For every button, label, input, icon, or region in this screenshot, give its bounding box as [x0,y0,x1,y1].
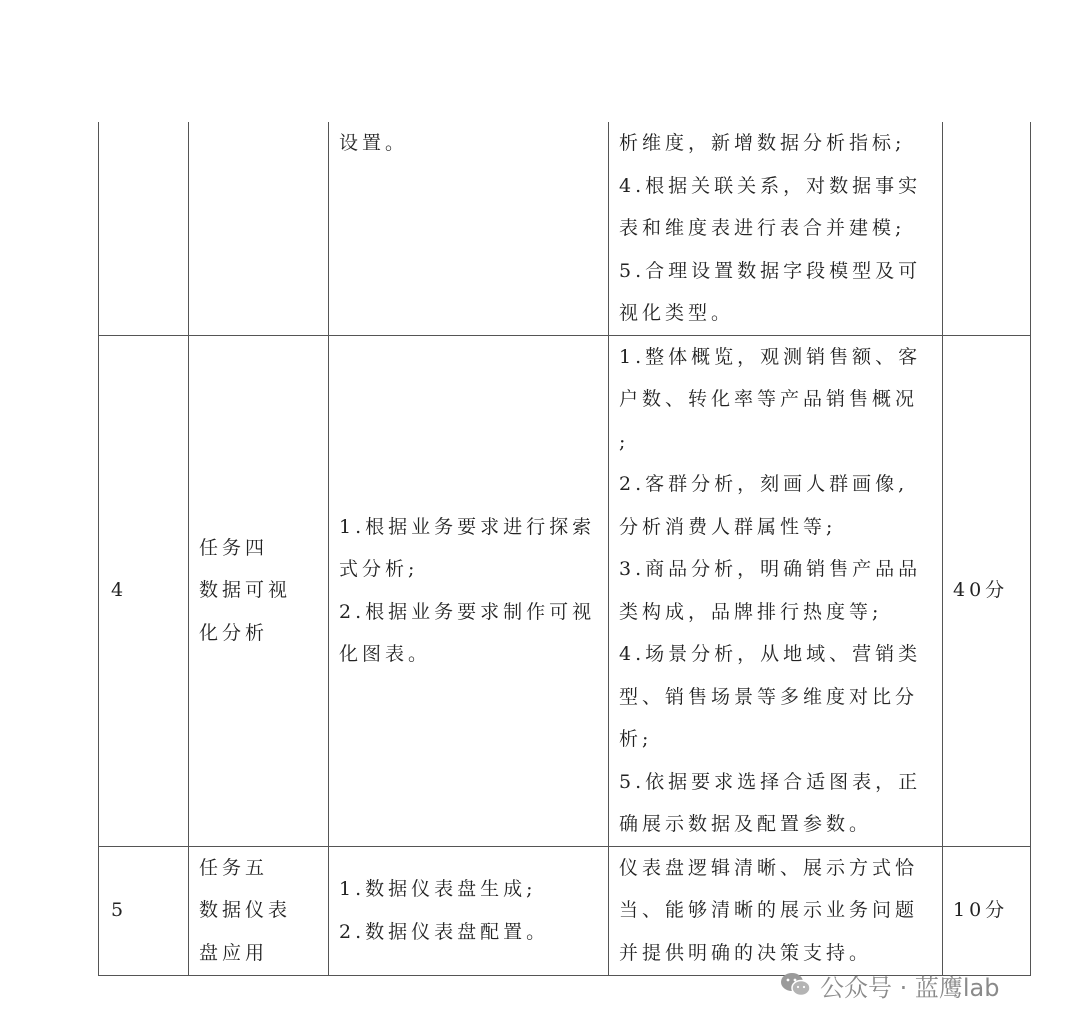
row-number: 5 [99,846,189,975]
table-row [99,335,1031,846]
score [943,122,1031,335]
row-number [99,122,189,335]
scoring-criteria: 析维度，新增数据分析指标; 4.根据关联关系，对数据事实 表和维度表进行表合并建模; 5.合理设置数据字段模型及可 视化类型。 [609,122,943,335]
task-name: 任务四 数据可视 化分析 [189,335,329,846]
watermark-text: 公众号 · 蓝鹰lab [820,973,1000,1002]
scoring-criteria: 仪表盘逻辑清晰、展示方式恰 当、能够清晰的展示业务问题 并提供明确的决策支持。 [609,846,943,975]
watermark [780,965,1000,1005]
table-row [99,846,1031,975]
score: 10分 [943,846,1031,975]
task-requirements: 设置。 [329,122,609,335]
task-requirements: 1.根据业务要求进行探索 式分析; 2.根据业务要求制作可视 化图表。 [329,335,609,846]
score: 40分 [943,335,1031,846]
scoring-criteria: 1.整体概览，观测销售额、客 户数、转化率等产品销售概况 ; 2.客群分析，刻画人群画像, 分析消费人群属性等; 3.商品分析，明确销售产品品 类构成，品牌排行热度等; 4.场景分析，从地域、营销类 型、销售场景等多维度对比分 析; 5.依据要求选择合适图表，正 确展示数据及配置参数。 [609,335,943,846]
task-requirements: 1.数据仪表盘生成; 2.数据仪表盘配置。 [329,846,609,975]
task-name [189,122,329,335]
wechat-icon [780,971,812,999]
task-name: 任务五 数据仪表 盘应用 [189,846,329,975]
row-number: 4 [99,335,189,846]
scoring-table [98,122,1031,976]
table-row [99,122,1031,335]
